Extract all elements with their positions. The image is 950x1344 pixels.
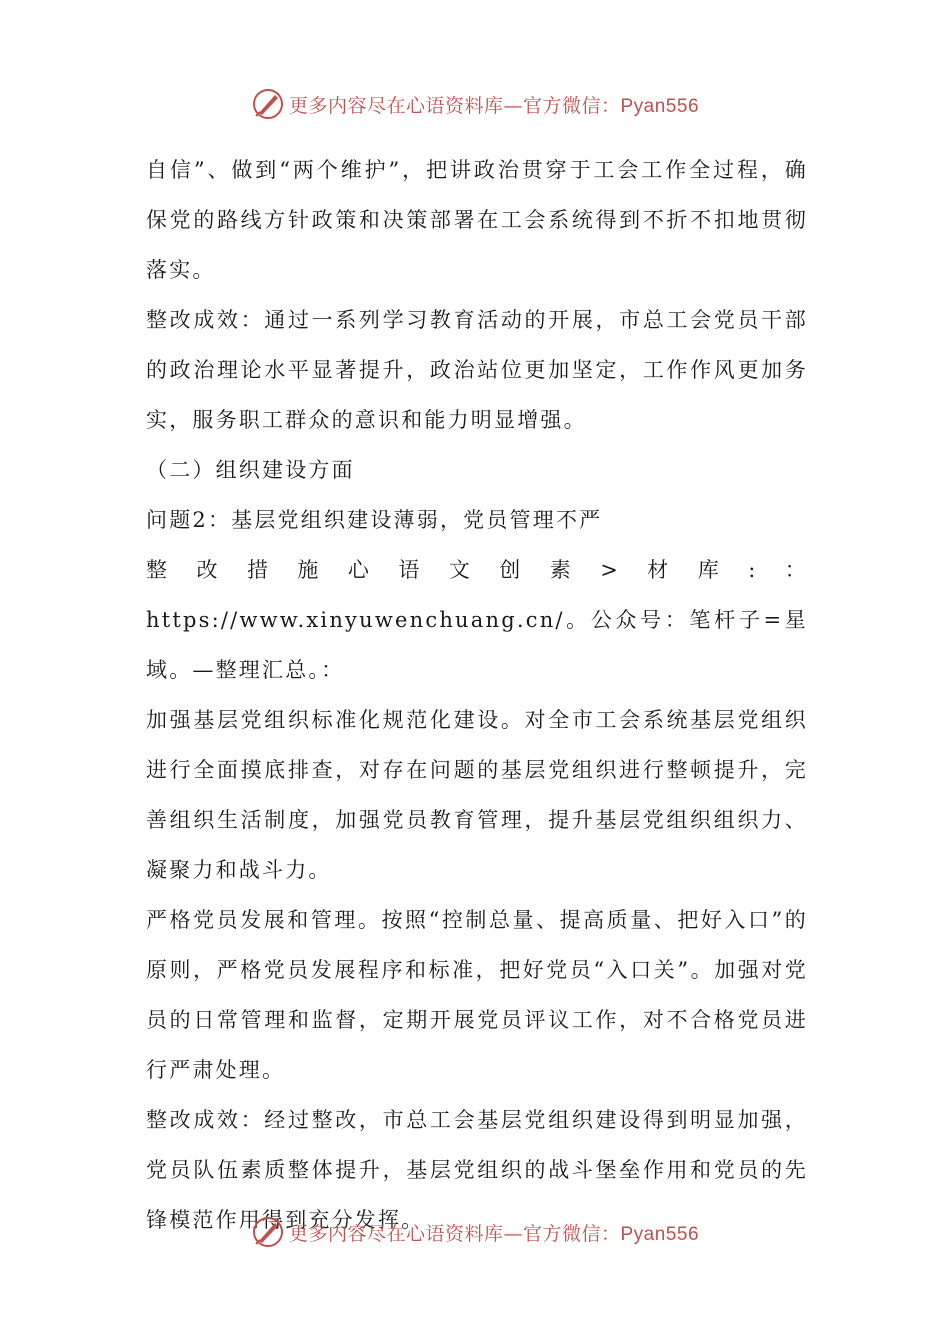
quill-logo-icon [251, 87, 285, 121]
paragraph: 自信”、做到“两个维护”，把讲政治贯穿于工会工作全过程，确保党的路线方针政策和决策部署在工会系统得到不折不扣地贯彻落实。 [146, 158, 808, 282]
paragraph: 严格党员发展和管理。按照“控制总量、提高质量、把好入口”的原则，严格党员发展程序和标准，把好党员“入口关”。加强对党员的日常管理和监督，定期开展党员评议工作，对不合格党员进行严肃处理。 [146, 908, 808, 1082]
paragraph: 整改成效：经过整改，市总工会基层党组织建设得到明显加强，党员队伍素质整体提升，基层党组织的战斗堡垒作用和党员的先锋模范作用得到充分发挥。 [146, 1108, 808, 1232]
section-heading: （二）组织建设方面 [146, 458, 355, 482]
footer-banner-id: Pyan556 [620, 1223, 700, 1245]
quill-logo-icon [251, 1215, 285, 1249]
paragraph: 整改成效：通过一系列学习教育活动的开展，市总工会党员干部的政治理论水平显著提升，政治站位更加坚定，工作作风更加务实，服务职工群众的意识和能力明显增强。 [146, 308, 808, 432]
footer-banner [0, 1210, 950, 1254]
document-body [146, 145, 808, 1245]
header-banner [0, 82, 950, 126]
header-banner-text: 更多内容尽在心语资料库—官方微信：Pyan556 [288, 94, 700, 117]
footer-banner-text: 更多内容尽在心语资料库—官方微信：Pyan556 [288, 1222, 700, 1245]
paragraph: 加强基层党组织标准化规范化建设。对全市工会系统基层党组织进行全面摸底排查，对存在问题的基层党组织进行整顿提升，完善组织生活制度，加强党员教育管理，提升基层党组织组织力、凝聚力和战斗力。 [146, 708, 808, 882]
paragraph: 整改措施心语文创素>材库:：https://www.xinyuwenchuang.cn/。公众号：笔杆子=星域。—整理汇总。： [146, 558, 808, 682]
issue-title: 问题2：基层党组织建设薄弱，党员管理不严 [146, 508, 603, 532]
header-banner-id: Pyan556 [620, 95, 700, 117]
